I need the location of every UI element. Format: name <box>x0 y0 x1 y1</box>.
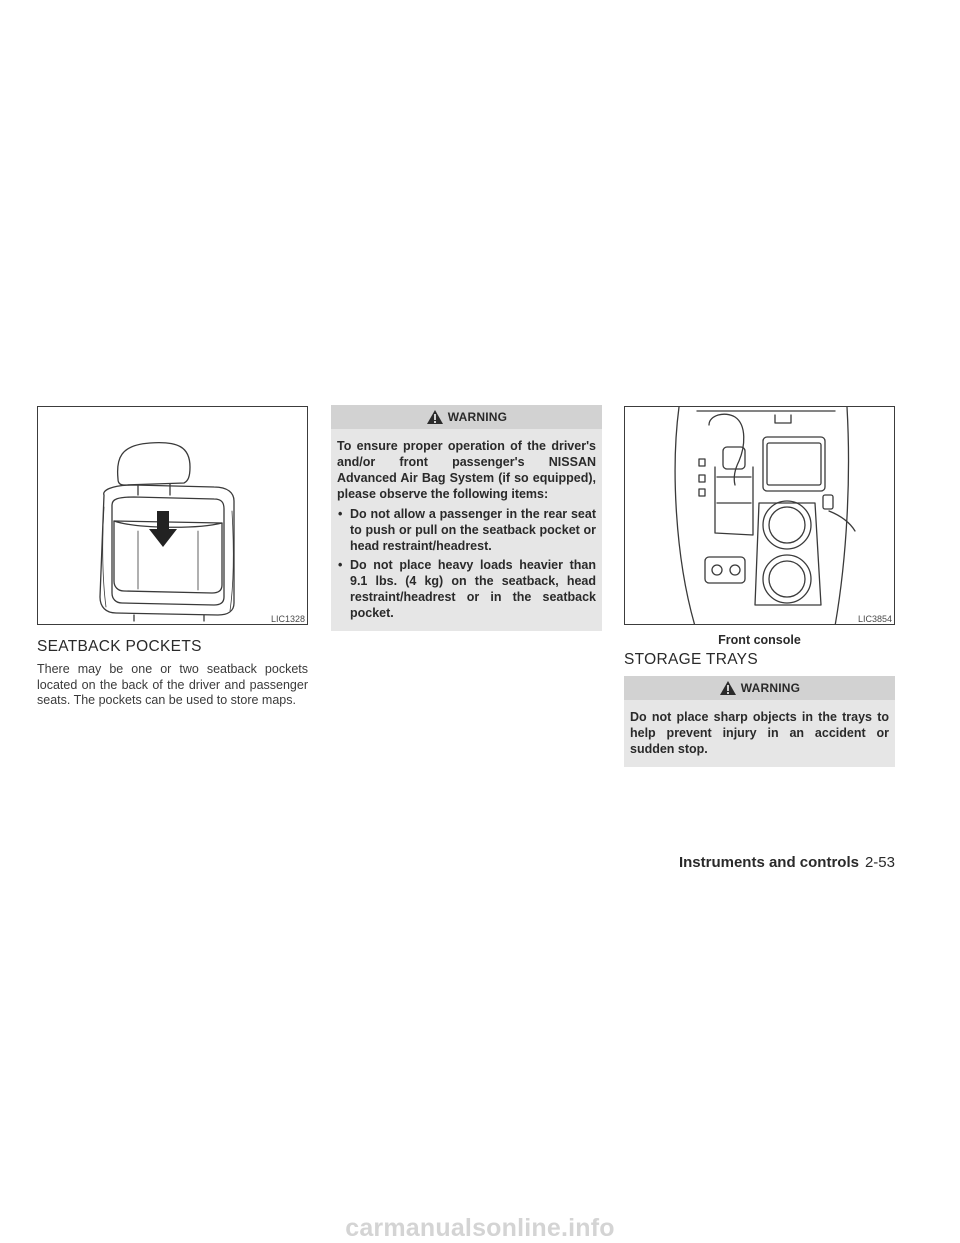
right-column <box>624 406 895 767</box>
seatback-pockets-text: There may be one or two seatback pockets located on the back of the driver and passenger seats. The pockets can be used to store maps. <box>37 662 308 707</box>
warning-header <box>331 405 602 429</box>
figure-caption: Front console <box>718 633 801 647</box>
seatback-illustration <box>38 407 308 625</box>
warning-title: WARNING <box>447 410 508 424</box>
page-footer <box>679 854 895 871</box>
warning-text: Do not place sharp objects in the trays to help prevent injury in an accident or sudden stop. <box>630 710 889 756</box>
warning-triangle-icon <box>426 409 444 425</box>
warning-intro: To ensure proper operation of the driver's and/or front passenger's NISSAN Advanced Air Bag System (if so equipped), please observe the following items: <box>337 439 596 501</box>
watermark <box>0 1214 960 1242</box>
figure-code: LIC1328 <box>270 614 305 624</box>
watermark-text: carmanualsonline.info <box>345 1213 615 1242</box>
front-console-illustration <box>625 407 895 625</box>
seatback-pocket-figure <box>37 406 308 625</box>
warning-title: WARNING <box>740 681 801 695</box>
page-number: 2-53 <box>864 854 895 871</box>
left-column <box>37 406 308 709</box>
figure-code: LIC3854 <box>857 614 892 624</box>
trays-warning-box <box>624 676 895 767</box>
warning-header <box>624 676 895 700</box>
warning-list-item: • Do not place heavy loads heavier than 9.1 lbs. (4 kg) on the seatback, head restraint/headrest or in the seatback pocket. <box>337 557 596 621</box>
footer-section-title: Instruments and controls <box>678 854 859 871</box>
section-heading-seatback-pockets: SEATBACK POCKETS <box>37 638 202 655</box>
middle-column <box>331 405 602 631</box>
warning-list-item: • Do not allow a passenger in the rear seat to push or pull on the seatback pocket or head restraint/headrest. <box>337 506 596 554</box>
section-heading-storage-trays: STORAGE TRAYS <box>624 651 758 668</box>
warning-list <box>337 506 596 621</box>
front-console-figure <box>624 406 895 625</box>
airbag-warning-box <box>331 405 602 631</box>
warning-triangle-icon <box>719 680 737 696</box>
warning-body <box>331 429 602 631</box>
warning-body <box>624 700 895 767</box>
